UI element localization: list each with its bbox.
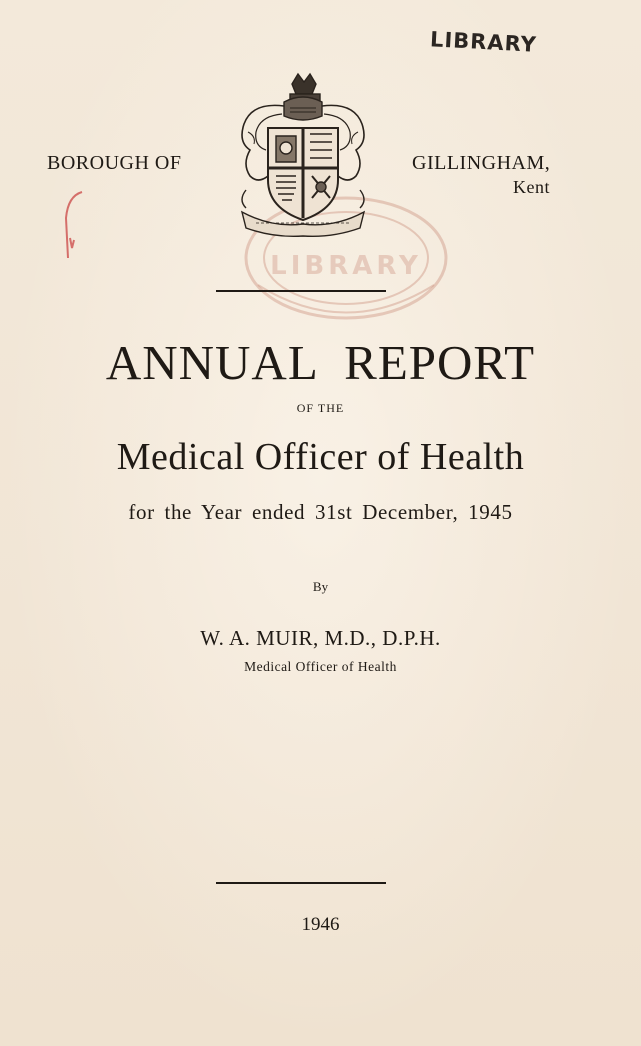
bottom-divider xyxy=(216,882,386,884)
author-name: W. A. MUIR, M.D., D.P.H. xyxy=(200,626,441,650)
borough-label: BOROUGH OF xyxy=(47,152,182,174)
county-name: Kent xyxy=(513,177,550,197)
title-connector: OF THE xyxy=(296,401,345,415)
borough-name: GILLINGHAM, xyxy=(412,152,551,174)
red-ink-mark-icon xyxy=(60,188,90,283)
library-seal-text: LIBRARY xyxy=(270,251,422,281)
report-period: for the Year ended 31st December, 1945 xyxy=(128,500,513,524)
author-role: Medical Officer of Health xyxy=(244,659,397,674)
report-subtitle: Medical Officer of Health xyxy=(116,436,525,478)
report-title: ANNUAL REPORT xyxy=(105,335,536,390)
library-stamp-top: LIBRARY xyxy=(429,27,538,57)
by-label: By xyxy=(312,579,329,594)
publication-year: 1946 xyxy=(301,914,340,935)
top-divider xyxy=(216,290,386,292)
coat-of-arms-icon xyxy=(232,72,374,242)
